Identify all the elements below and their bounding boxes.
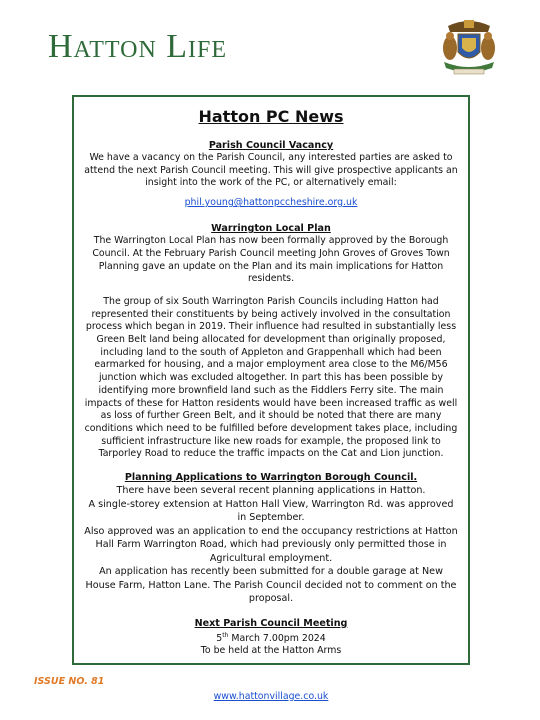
meeting-day-suffix: th <box>222 631 229 639</box>
news-box <box>72 95 470 703</box>
vacancy-text: We have a vacancy on the Parish Council, any interested parties are asked to attend the next Parish Council meeting. This will give prospective applicants an insight into the work of the PC, or alternatively email: <box>84 152 458 189</box>
coat-of-arms-icon <box>438 18 500 78</box>
issue-number: ISSUE NO. 81 <box>34 676 105 687</box>
vacancy-email-link[interactable]: phil.young@hattonpccheshire.org.uk <box>184 197 358 209</box>
local-plan-paragraph-2: The group of six South Warrington Parish Councils including Hatton had represented their constituents by being actively involved in the consultation process which began in 2019. Their influence had resulted in substantially less Green Belt land being allocated for development than originally proposed, including land to the south of Appleton and Grappenhall which had been earmarked for housing, and a major employment area close to the M6/M56 junction which was excluded altogether. In part this has been possible by identifying more brownfield land such as the Fiddlers Ferry site. The main impacts of these for Hatton residents would have been increased traffic as well as loss of further Green Belt, and it should be noted that there are many conditions which need to be fulfilled before development takes place, including sufficient infrastructure like new roads for example, the proposed link to Tarporley Road to reduce the traffic impacts on the Cat and Lion junction. <box>84 295 458 460</box>
masthead-title: Hatton Life <box>48 28 228 65</box>
meeting-day: 5 <box>216 632 223 644</box>
local-plan-paragraph-1: The Warrington Local Plan has now been formally approved by the Borough Council. At the February Parish Council meeting John Groves of Groves Town Planning gave an update on the Plan and its main implications for Hatton residents. <box>92 235 450 285</box>
planning-line: There have been several recent planning applications in Hatton. <box>116 485 426 497</box>
planning-line: A single-storey extension at Hatton Hall View, Warrington Rd. was approved in September. <box>88 498 454 524</box>
vacancy-heading: Parish Council Vacancy <box>208 140 334 151</box>
meeting-date <box>82 630 460 646</box>
news-heading: Hatton PC News <box>198 107 344 126</box>
planning-heading: Planning Applications to Warrington Borough Council. <box>124 472 418 484</box>
meeting-venue: To be held at the Hatton Arms <box>200 645 342 657</box>
website-link[interactable]: www.hattonvillage.co.uk <box>213 691 329 703</box>
planning-line: An application has recently been submitted for a double garage at New House Farm, Hatton Lane. The Parish Council decided not to comment on the proposal. <box>85 566 457 605</box>
local-plan-heading: Warrington Local Plan <box>211 223 331 235</box>
meeting-date-rest: March 7.00pm 2024 <box>228 632 326 644</box>
meeting-heading: Next Parish Council Meeting <box>194 617 348 629</box>
planning-line: Also approved was an application to end the occupancy restrictions at Hatton Hall Farm Warrington Road, which had previously only permitted those in Agricultural employment. <box>84 525 458 564</box>
